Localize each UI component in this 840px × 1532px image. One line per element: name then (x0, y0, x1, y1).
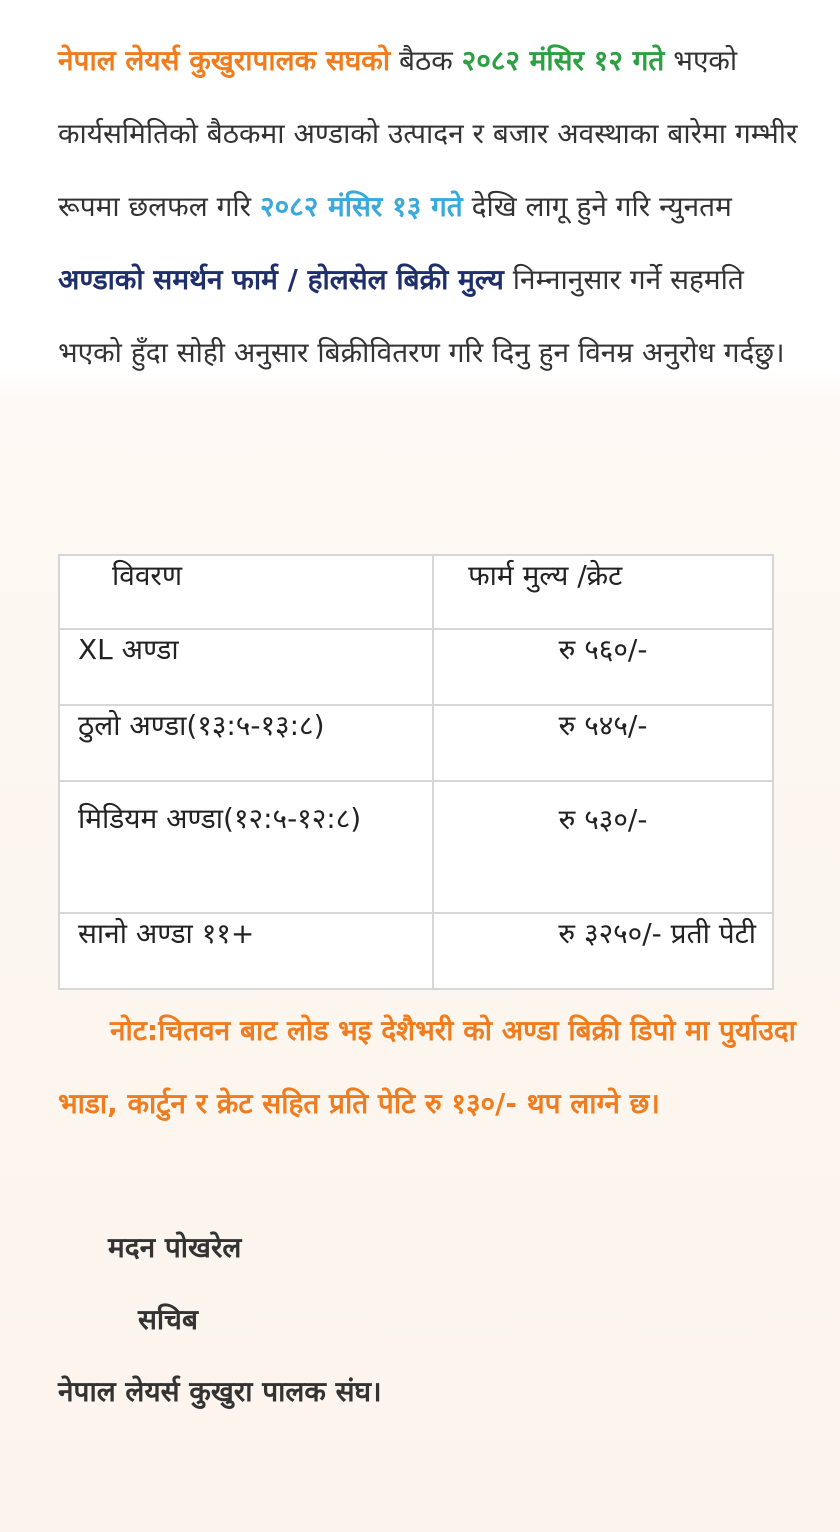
meeting-date: २०८२ मंसिर १२ गते (461, 44, 665, 77)
association-name: नेपाल लेयर्स कुखुरापालक सघको (58, 44, 391, 77)
discussion-text: भएको कार्यसमितिको बैठकमा अण्डाको उत्पादन र बजार अवस्थाका बारेमा गम्भीर रूपमा छलफल गरि (58, 44, 798, 223)
row-price: रु ५४५/- (434, 706, 772, 780)
signatory-title: सचिब (138, 1303, 198, 1336)
table-row (60, 782, 772, 912)
row-price: रु ५३०/- (434, 782, 772, 912)
notice-paragraph (58, 24, 798, 389)
row-price: रु ५६०/- (434, 630, 772, 704)
row-item: सानो अण्डा ११+ (60, 914, 432, 988)
effective-date: २०८२ मंसिर १३ गते (260, 190, 463, 223)
row-item: XL अण्डा (60, 630, 432, 704)
header-farm-price: फार्म मुल्य /क्रेट (434, 556, 772, 628)
table-row (60, 706, 772, 780)
request-text: निम्नानुसार गर्ने सहमति भएको हुँदा सोही अनुसार बिक्रीवितरण गरि दिनु हुन विनम्र अनुरोध गर्दछु। (58, 263, 785, 369)
meeting-text: बैठक (390, 44, 462, 77)
row-item: ठुलो अण्डा(१३:५-१३:८) (60, 706, 432, 780)
table-row (60, 914, 772, 988)
row-item: मिडियम अण्डा(१२:५-१२:८) (60, 782, 432, 912)
effective-text: देखि लागू हुने गरि न्युनतम (462, 190, 732, 223)
header-description: विवरण (60, 556, 432, 628)
table-row (60, 630, 772, 704)
organization-name: नेपाल लेयर्स कुखुरा पालक संघ। (58, 1375, 382, 1408)
note-paragraph: नोट:चितवन बाट लोड भइ देशैभरी को अण्डा बिक्री डिपो मा पुर्याउदा भाडा, कार्टुन र क्रेट सहित प्रति पेटि रु १३०/- थप लाग्ने छ। (58, 1014, 796, 1120)
table-header-row (60, 556, 772, 628)
price-table (58, 554, 774, 990)
signatory-name: मदन पोखरेल (108, 1231, 242, 1264)
row-price: रु ३२५०/- प्रती पेटी (434, 914, 772, 988)
price-heading: अण्डाको समर्थन फार्म / होलसेल बिक्री मुल्य (58, 263, 504, 296)
